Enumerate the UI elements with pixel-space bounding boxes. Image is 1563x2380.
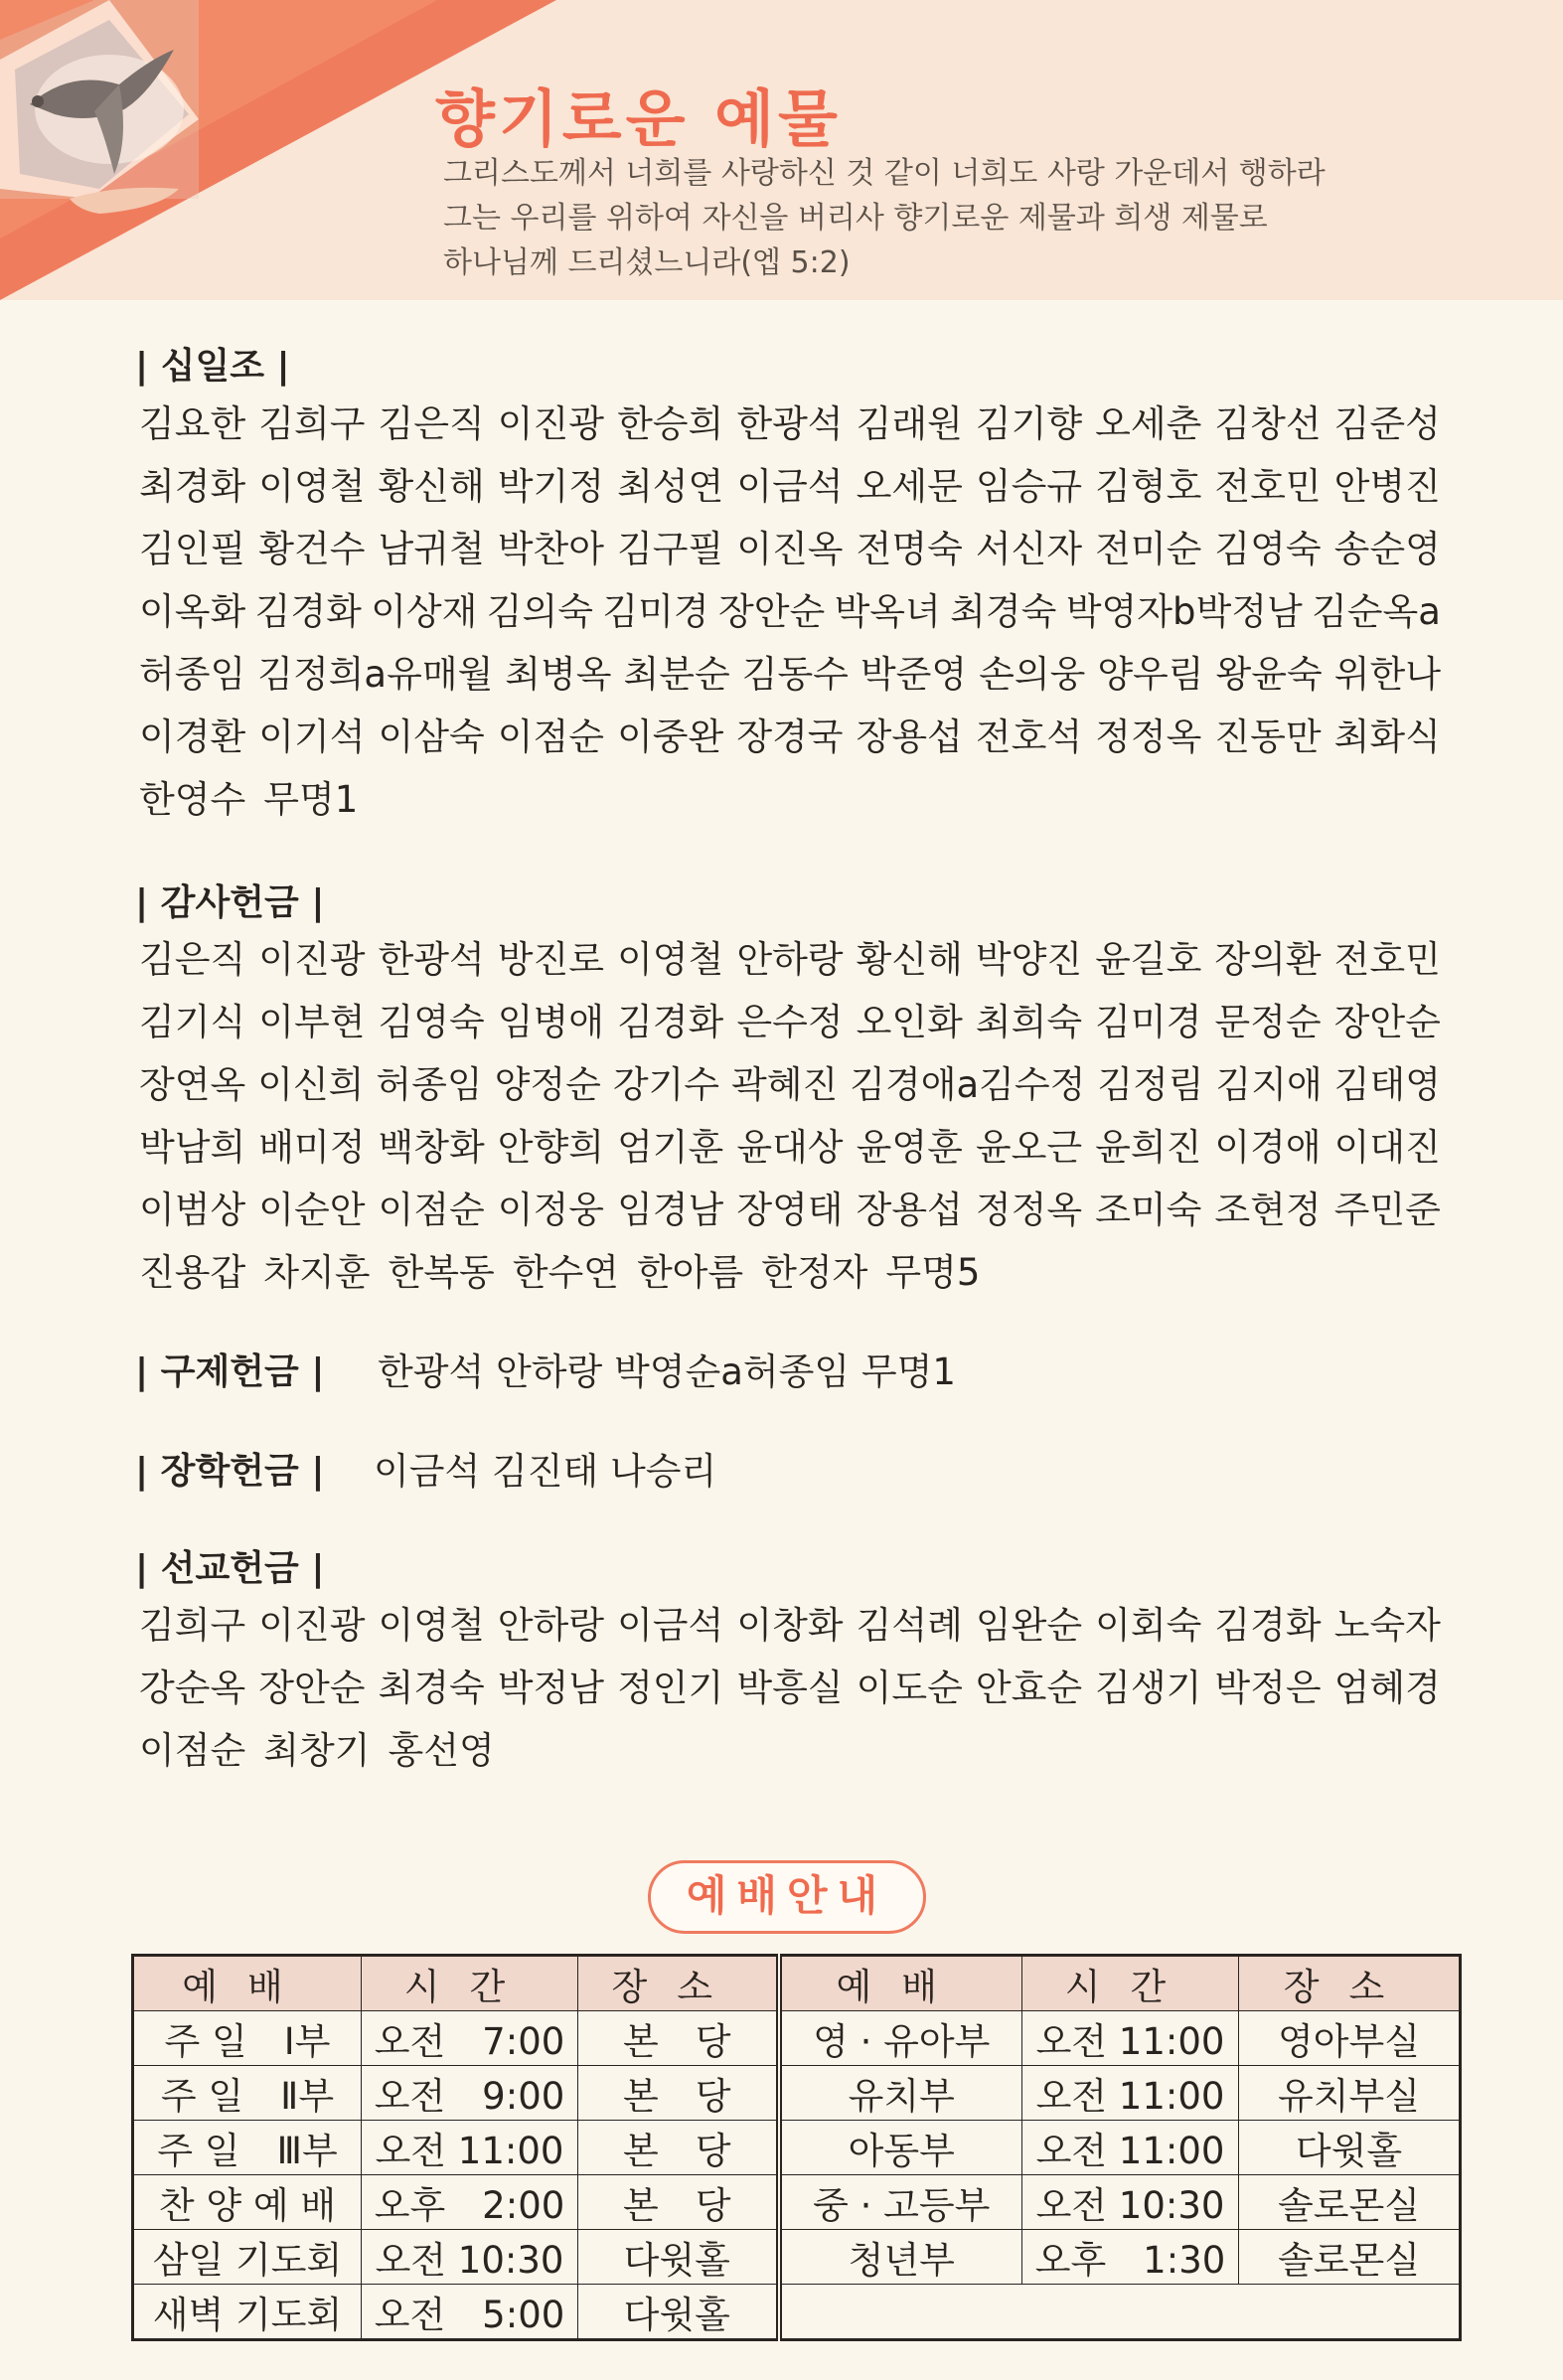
donor-name: 윤길호 bbox=[1095, 938, 1202, 981]
verse-line: 그는 우리를 위하여 자신을 버리사 향기로운 제물과 희생 제물로 bbox=[443, 201, 1268, 236]
place-cell: 다윗홀 bbox=[578, 2230, 779, 2285]
donor-name: 남귀철 bbox=[378, 528, 485, 570]
name-line bbox=[139, 455, 1441, 518]
donor-name: 김영숙 bbox=[1214, 528, 1322, 570]
donor-name: 강기수 bbox=[612, 1063, 720, 1106]
donor-name: 김준성 bbox=[1333, 402, 1441, 445]
time-cell: 오전 9:00 bbox=[362, 2066, 578, 2121]
donor-name: 이진광 bbox=[258, 1604, 366, 1647]
donor-name: 황건수 bbox=[258, 528, 366, 570]
donor-name: 정정옥 bbox=[975, 1189, 1083, 1231]
donor-name: 김석례 bbox=[856, 1604, 963, 1647]
donor-name: 최창기 bbox=[263, 1729, 371, 1772]
place-cell: 본 당 bbox=[578, 2121, 779, 2175]
tithe-names bbox=[139, 393, 1441, 831]
time-cell: 오전 11:00 bbox=[362, 2121, 578, 2175]
donor-name: 이경애 bbox=[1214, 1126, 1322, 1169]
donor-name: 오세문 bbox=[856, 465, 963, 508]
donor-name: 이경환 bbox=[139, 715, 246, 758]
donor-name: 무명1 bbox=[263, 778, 359, 821]
name-line bbox=[139, 1719, 1441, 1782]
donor-name: 최희숙 bbox=[975, 1001, 1083, 1043]
time-cell: 오전 7:00 bbox=[362, 2011, 578, 2066]
donor-name: 김정림 bbox=[1097, 1063, 1204, 1106]
donor-name: 이창화 bbox=[736, 1604, 844, 1647]
donor-name: 김경화 bbox=[617, 1001, 724, 1043]
donor-name: 김요한 bbox=[139, 402, 246, 445]
donor-name: 김기향 bbox=[975, 402, 1083, 445]
table-header-row bbox=[133, 1956, 1461, 2011]
donor-name: 전미순 bbox=[1095, 528, 1202, 570]
donor-name: 방진로 bbox=[497, 938, 605, 981]
header-time: 시간 bbox=[362, 1956, 578, 2011]
donor-name: 곽혜진 bbox=[731, 1063, 839, 1106]
donor-name: 안효순 bbox=[975, 1666, 1083, 1709]
donor-name: 전호석 bbox=[975, 715, 1083, 758]
donor-name: 최성연 bbox=[617, 465, 724, 508]
service-cell: 찬 양 예 배 bbox=[133, 2175, 362, 2230]
worship-schedule-table bbox=[131, 1954, 1462, 2341]
donor-name: 이진옥 bbox=[736, 528, 844, 570]
donor-name: 장안순 bbox=[258, 1666, 366, 1709]
donor-name: 정인기 bbox=[617, 1666, 724, 1709]
donor-name: 김순옥a bbox=[1312, 590, 1441, 633]
header-service: 예배 bbox=[779, 1956, 1022, 2011]
donor-name: 장안순 bbox=[717, 590, 826, 633]
donor-name: 차지훈 bbox=[263, 1251, 371, 1294]
table-row bbox=[133, 2175, 1461, 2230]
donor-name: 이진광 bbox=[497, 402, 605, 445]
donor-name: 정정옥 bbox=[1095, 715, 1202, 758]
thanks-names bbox=[139, 928, 1441, 1304]
donor-name: 장영태 bbox=[736, 1189, 844, 1231]
donor-name: 장의환 bbox=[1214, 938, 1322, 981]
donor-name: 이기석 bbox=[258, 715, 366, 758]
donor-name: 박옥녀 bbox=[834, 590, 941, 633]
donor-name: 박정은 bbox=[1214, 1666, 1322, 1709]
donor-name: 박영자b박정남 bbox=[1065, 590, 1303, 633]
time-cell: 오후 1:30 bbox=[1022, 2230, 1239, 2285]
table-row bbox=[133, 2066, 1461, 2121]
donor-name: 안하랑 bbox=[736, 938, 844, 981]
donor-name: 김미경 bbox=[602, 590, 709, 633]
donor-name: 엄혜경 bbox=[1333, 1666, 1441, 1709]
donor-name: 박준영 bbox=[860, 653, 968, 696]
donor-name: 윤희진 bbox=[1095, 1126, 1202, 1169]
header-banner bbox=[0, 0, 1563, 300]
name-line bbox=[139, 1116, 1441, 1179]
relief-heading: | 구제헌금 | bbox=[135, 1351, 325, 1392]
donor-name: 안병진 bbox=[1333, 465, 1441, 508]
donor-name: 이회숙 bbox=[1095, 1604, 1202, 1647]
donor-name: 홍선영 bbox=[388, 1729, 495, 1772]
time-cell: 오전 10:30 bbox=[362, 2230, 578, 2285]
donor-name: 주민준 bbox=[1333, 1189, 1441, 1231]
place-cell: 영아부실 bbox=[1239, 2011, 1461, 2066]
donor-name: 이대진 bbox=[1333, 1126, 1441, 1169]
donor-name: 양정순 bbox=[494, 1063, 601, 1106]
donor-name: 김희구 bbox=[139, 1604, 246, 1647]
donor-name: 이범상 bbox=[139, 1189, 246, 1231]
service-cell: 삼일 기도회 bbox=[133, 2230, 362, 2285]
donor-name: 김정희a유매월 bbox=[257, 653, 494, 696]
place-cell: 솔로몬실 bbox=[1239, 2230, 1461, 2285]
mission-heading: | 선교헌금 | bbox=[135, 1548, 325, 1589]
donor-name: 은수정 bbox=[736, 1001, 844, 1043]
name-line bbox=[139, 393, 1441, 455]
donor-name: 황신해 bbox=[856, 938, 963, 981]
donor-name: 김의숙 bbox=[486, 590, 594, 633]
scholarship-names: 이금석 김진태 나승리 bbox=[374, 1450, 717, 1493]
donor-name: 최경숙 bbox=[378, 1666, 485, 1709]
donor-name: 이부현 bbox=[258, 1001, 366, 1043]
donor-name: 김희구 bbox=[258, 402, 366, 445]
place-cell: 본 당 bbox=[578, 2011, 779, 2066]
donor-name: 임경남 bbox=[617, 1189, 724, 1231]
donor-name: 김태영 bbox=[1333, 1063, 1441, 1106]
time-cell: 오전 5:00 bbox=[362, 2285, 578, 2340]
donor-name: 진동만 bbox=[1214, 715, 1322, 758]
donor-name: 이신희 bbox=[257, 1063, 365, 1106]
place-cell: 본 당 bbox=[578, 2175, 779, 2230]
donor-name: 김은직 bbox=[139, 938, 246, 981]
donor-name: 장용섭 bbox=[856, 715, 963, 758]
donor-name: 배미정 bbox=[258, 1126, 366, 1169]
schedule-badge: 예배안내 bbox=[648, 1860, 926, 1934]
donor-name: 이점순 bbox=[378, 1189, 485, 1231]
donor-name: 한영수 bbox=[139, 778, 246, 821]
donor-name: 송순영 bbox=[1333, 528, 1441, 570]
donor-name: 이점순 bbox=[497, 715, 605, 758]
donor-name: 임승규 bbox=[975, 465, 1083, 508]
donor-name: 김구필 bbox=[617, 528, 724, 570]
table-row bbox=[133, 2285, 1461, 2340]
name-line bbox=[139, 1657, 1441, 1719]
page-title: 향기로운 예물 bbox=[435, 82, 842, 155]
time-cell bbox=[1022, 2285, 1239, 2340]
donor-name: 박남희 bbox=[139, 1126, 246, 1169]
donor-name: 이진광 bbox=[258, 938, 366, 981]
donor-name: 한광석 bbox=[736, 402, 844, 445]
service-cell: 아동부 bbox=[779, 2121, 1022, 2175]
time-cell: 오전 11:00 bbox=[1022, 2121, 1239, 2175]
donor-name: 위한나 bbox=[1333, 653, 1441, 696]
donor-name: 임완순 bbox=[975, 1604, 1083, 1647]
donor-name: 장경국 bbox=[736, 715, 844, 758]
donor-name: 이금석 bbox=[617, 1604, 724, 1647]
place-cell: 다윗홀 bbox=[578, 2285, 779, 2340]
header-place: 장소 bbox=[578, 1956, 779, 2011]
donor-name: 김경화 bbox=[254, 590, 362, 633]
service-cell: 새벽 기도회 bbox=[133, 2285, 362, 2340]
donor-name: 전호민 bbox=[1333, 938, 1441, 981]
donor-name: 허종임 bbox=[376, 1063, 483, 1106]
donor-name: 김경애a김수정 bbox=[850, 1063, 1086, 1106]
service-cell: 유치부 bbox=[779, 2066, 1022, 2121]
donor-name: 이금석 bbox=[736, 465, 844, 508]
donor-name: 김지애 bbox=[1215, 1063, 1323, 1106]
donor-name: 이중완 bbox=[617, 715, 724, 758]
place-cell: 본 당 bbox=[578, 2066, 779, 2121]
donor-name: 한승희 bbox=[617, 402, 724, 445]
service-cell: 중 · 고등부 bbox=[779, 2175, 1022, 2230]
verse-line: 그리스도께서 너희를 사랑하신 것 같이 너희도 사랑 가운데서 행하라 bbox=[443, 156, 1326, 191]
donor-name: 이영철 bbox=[258, 465, 366, 508]
donor-name: 이점순 bbox=[139, 1729, 246, 1772]
donor-name: 이도순 bbox=[856, 1666, 963, 1709]
donor-name: 박정남 bbox=[497, 1666, 605, 1709]
donor-name: 손의웅 bbox=[979, 653, 1086, 696]
header-place: 장소 bbox=[1239, 1956, 1461, 2011]
name-line bbox=[139, 1179, 1441, 1241]
donor-name: 윤오근 bbox=[975, 1126, 1083, 1169]
donor-name: 오인화 bbox=[856, 1001, 963, 1043]
donor-name: 한정자 bbox=[761, 1251, 868, 1294]
donor-name: 김경화 bbox=[1214, 1604, 1322, 1647]
donor-name: 최화식 bbox=[1333, 715, 1441, 758]
donor-name: 김동수 bbox=[741, 653, 849, 696]
donor-name: 박찬아 bbox=[497, 528, 605, 570]
donor-name: 김래원 bbox=[856, 402, 963, 445]
name-line bbox=[139, 706, 1441, 768]
table-row bbox=[133, 2011, 1461, 2066]
service-cell bbox=[779, 2285, 1022, 2340]
mission-names bbox=[139, 1594, 1441, 1782]
place-cell: 유치부실 bbox=[1239, 2066, 1461, 2121]
donor-name: 이영철 bbox=[617, 938, 724, 981]
name-line bbox=[139, 1594, 1441, 1657]
name-line bbox=[139, 768, 1441, 831]
name-line bbox=[139, 518, 1441, 580]
donor-name: 이영철 bbox=[378, 1604, 485, 1647]
donor-name: 무명5 bbox=[885, 1251, 981, 1294]
thanks-heading: | 감사헌금 | bbox=[135, 882, 325, 923]
donor-name: 왕윤숙 bbox=[1215, 653, 1323, 696]
donor-name: 노숙자 bbox=[1333, 1604, 1441, 1647]
donor-name: 한광석 bbox=[378, 938, 485, 981]
service-cell: 주 일 Ⅱ부 bbox=[133, 2066, 362, 2121]
donor-name: 전호민 bbox=[1214, 465, 1322, 508]
time-cell: 오전 10:30 bbox=[1022, 2175, 1239, 2230]
donor-name: 이옥화 bbox=[139, 590, 246, 633]
name-line bbox=[139, 580, 1441, 643]
donor-name: 한복동 bbox=[388, 1251, 495, 1294]
donor-name: 한수연 bbox=[512, 1251, 619, 1294]
service-cell: 영 · 유아부 bbox=[779, 2011, 1022, 2066]
donor-name: 박양진 bbox=[975, 938, 1083, 981]
time-cell: 오후 2:00 bbox=[362, 2175, 578, 2230]
donor-name: 최분순 bbox=[623, 653, 730, 696]
donor-name: 김인필 bbox=[139, 528, 246, 570]
donor-name: 장안순 bbox=[1333, 1001, 1441, 1043]
donor-name: 안향희 bbox=[497, 1126, 605, 1169]
service-cell: 주 일 Ⅰ부 bbox=[133, 2011, 362, 2066]
donor-name: 김생기 bbox=[1095, 1666, 1202, 1709]
donor-name: 조현정 bbox=[1214, 1189, 1322, 1231]
donor-name: 장용섭 bbox=[856, 1189, 963, 1231]
donor-name: 강순옥 bbox=[139, 1666, 246, 1709]
donor-name: 임병애 bbox=[497, 1001, 605, 1043]
donor-name: 김창선 bbox=[1214, 402, 1322, 445]
donor-name: 김미경 bbox=[1095, 1001, 1202, 1043]
donor-name: 윤영훈 bbox=[856, 1126, 963, 1169]
time-cell: 오전 11:00 bbox=[1022, 2066, 1239, 2121]
donor-name: 전명숙 bbox=[856, 528, 963, 570]
verse-line: 하나님께 드리셨느니라(엡 5:2) bbox=[443, 245, 851, 280]
donor-name: 한아름 bbox=[636, 1251, 744, 1294]
donor-name: 김은직 bbox=[378, 402, 485, 445]
donor-name: 최병옥 bbox=[505, 653, 612, 696]
name-line bbox=[139, 928, 1441, 991]
donor-name: 김형호 bbox=[1095, 465, 1202, 508]
bible-verse bbox=[443, 151, 1536, 285]
donor-name: 오세춘 bbox=[1095, 402, 1202, 445]
donor-name: 황신해 bbox=[378, 465, 485, 508]
table-row bbox=[133, 2230, 1461, 2285]
donor-name: 윤대상 bbox=[736, 1126, 844, 1169]
donor-name: 양우림 bbox=[1097, 653, 1204, 696]
donor-name: 김영숙 bbox=[378, 1001, 485, 1043]
donor-name: 장연옥 bbox=[139, 1063, 246, 1106]
donor-name: 김기식 bbox=[139, 1001, 246, 1043]
name-line bbox=[139, 991, 1441, 1053]
donor-name: 엄기훈 bbox=[617, 1126, 724, 1169]
time-cell: 오전 11:00 bbox=[1022, 2011, 1239, 2066]
tithe-heading: | 십일조 | bbox=[135, 346, 290, 387]
donor-name: 이정웅 bbox=[497, 1189, 605, 1231]
donor-name: 허종임 bbox=[139, 653, 246, 696]
donor-name: 백창화 bbox=[378, 1126, 485, 1169]
donor-name: 이상재 bbox=[371, 590, 478, 633]
header-service: 예배 bbox=[133, 1956, 362, 2011]
donor-name: 최경화 bbox=[139, 465, 246, 508]
place-cell: 다윗홀 bbox=[1239, 2121, 1461, 2175]
donor-name: 문정순 bbox=[1214, 1001, 1322, 1043]
donor-name: 안하랑 bbox=[497, 1604, 605, 1647]
table-row bbox=[133, 2121, 1461, 2175]
relief-names: 한광석 안하랑 박영순a허종임 무명1 bbox=[378, 1350, 956, 1393]
place-cell bbox=[1239, 2285, 1461, 2340]
place-cell: 솔로몬실 bbox=[1239, 2175, 1461, 2230]
donor-name: 박흥실 bbox=[736, 1666, 844, 1709]
donor-name: 박기정 bbox=[497, 465, 605, 508]
name-line bbox=[139, 1241, 1441, 1304]
donor-name: 조미숙 bbox=[1095, 1189, 1202, 1231]
name-line bbox=[139, 1053, 1441, 1116]
donor-name: 진용갑 bbox=[139, 1251, 246, 1294]
service-cell: 주 일 Ⅲ부 bbox=[133, 2121, 362, 2175]
header-time: 시간 bbox=[1022, 1956, 1239, 2011]
donor-name: 서신자 bbox=[975, 528, 1083, 570]
scholarship-heading: | 장학헌금 | bbox=[135, 1451, 325, 1492]
service-cell: 청년부 bbox=[779, 2230, 1022, 2285]
name-line bbox=[139, 643, 1441, 706]
donor-name: 최경숙 bbox=[950, 590, 1057, 633]
donor-name: 이순안 bbox=[258, 1189, 366, 1231]
donor-name: 이삼숙 bbox=[378, 715, 485, 758]
